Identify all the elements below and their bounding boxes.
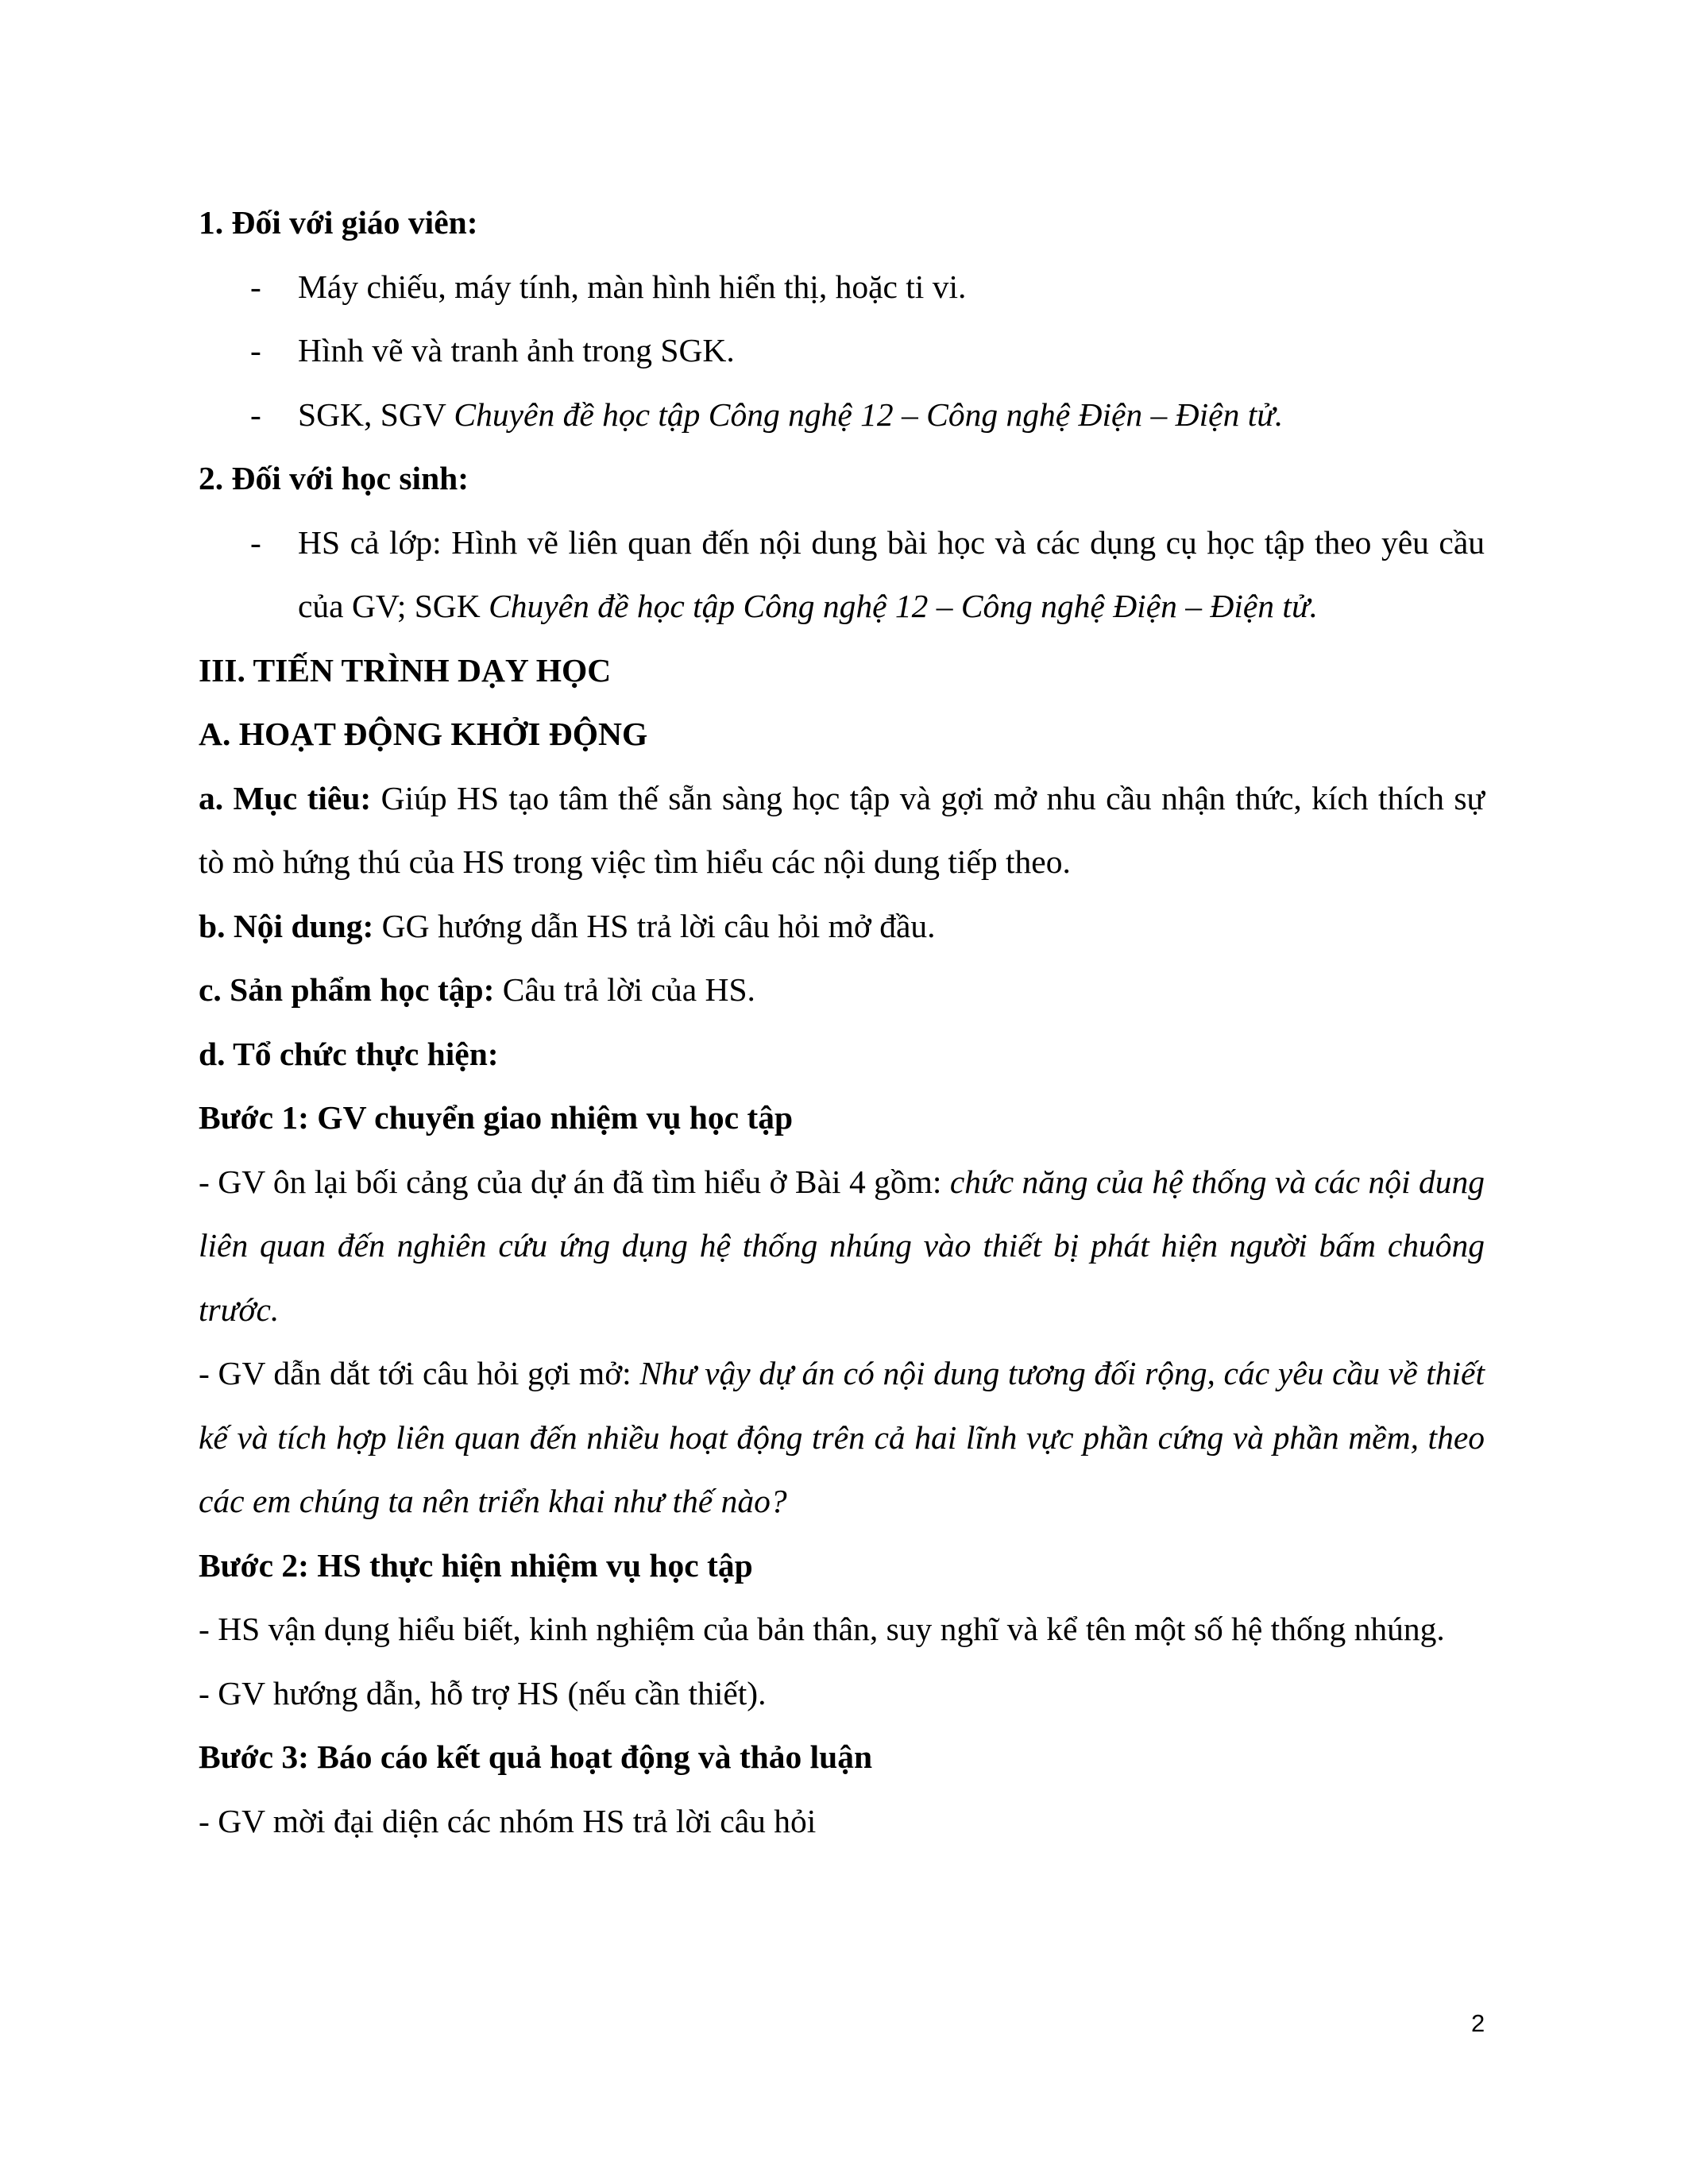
objective-paragraph <box>199 766 1485 894</box>
step3-heading: Bước 3: Báo cáo kết quả hoạt động và thảo luận <box>199 1738 873 1775</box>
step3-paragraph: - GV mời đại diện các nhóm HS trả lời câu hỏi <box>199 1802 817 1839</box>
step2-heading: Bước 2: HS thực hiện nhiệm vụ học tập <box>199 1546 753 1584</box>
organize-heading: d. Tổ chức thực hiện: <box>199 1035 499 1072</box>
label: a. Mục tiêu: <box>199 779 372 816</box>
step1-paragraph <box>199 1341 1485 1534</box>
product-paragraph <box>199 958 1485 1022</box>
book-title: Chuyên đề học tập Công nghệ 12 – Công nghệ Điện – Điện tử. <box>454 396 1284 433</box>
bullet: - <box>250 523 261 561</box>
step1-heading: Bước 1: GV chuyển giao nhiệm vụ học tập <box>199 1099 794 1136</box>
text: Câu trả lời của HS. <box>494 971 755 1008</box>
text: - GV dẫn dắt tới câu hỏi gợi mở: <box>199 1355 640 1391</box>
list-item-text: Máy chiếu, máy tính, màn hình hiển thị, hoặc ti vi. <box>298 268 967 305</box>
bullet: - <box>250 396 261 433</box>
step1-paragraph <box>199 1150 1485 1342</box>
text-italic: chức năng của hệ thống và các nội dung liên quan đến nghiên cứu ứng dụng hệ thống nhúng vào thiết bị phát hiện người bấm chuông trước. <box>199 1163 1485 1328</box>
text: Giúp HS tạo tâm thế sẵn sàng học tập và gợi mở nhu cầu nhận thức, kích thích sự tò mò hứng thú của HS trong việc tìm hiểu các nội dung tiếp theo. <box>199 779 1485 880</box>
list-item-text: Hình vẽ và tranh ảnh trong SGK. <box>298 332 735 369</box>
list-item-text: SGK, SGV <box>298 396 454 433</box>
label: b. Nội dung: <box>199 907 374 944</box>
step2-paragraph: - GV hướng dẫn, hỗ trợ HS (nếu cần thiết). <box>199 1674 767 1711</box>
section-heading: III. TIẾN TRÌNH DẠY HỌC <box>199 651 612 689</box>
bullet: - <box>250 332 261 369</box>
step2-paragraph: - HS vận dụng hiểu biết, kinh nghiệm của bản thân, suy nghĩ và kể tên một số hệ thống nhúng. <box>199 1611 1445 1647</box>
bullet: - <box>250 268 261 305</box>
teacher-heading: 1. Đối với giáo viên: <box>199 204 478 241</box>
page-number: 2 <box>1471 2009 1485 2037</box>
list-item <box>199 255 1485 319</box>
text: - GV ôn lại bối cảng của dự án đã tìm hiểu ở Bài 4 gồm: <box>199 1163 950 1200</box>
text: GG hướng dẫn HS trả lời câu hỏi mở đầu. <box>373 907 936 944</box>
text-italic: Như vậy dự án có nội dung tương đối rộng, các yêu cầu về thiết kế và tích hợp liên quan đến nhiều hoạt động trên cả hai lĩnh vực phần cứng và phần mềm, theo các em chúng ta nên triển khai như thế nào? <box>199 1355 1485 1519</box>
list-item-text: HS cả lớp: Hình vẽ liên quan đến nội dung bài học và các dụng cụ học tập theo yêu cầu của GV; SGK <box>298 523 1485 624</box>
list-item <box>199 511 1485 639</box>
content-paragraph <box>199 894 1485 959</box>
list-item <box>199 383 1485 447</box>
list-item <box>199 318 1485 383</box>
label: c. Sản phẩm học tập: <box>199 971 495 1008</box>
book-title: Chuyên đề học tập Công nghệ 12 – Công nghệ Điện – Điện tử. <box>489 588 1318 624</box>
activity-heading: A. HOẠT ĐỘNG KHỞI ĐỘNG <box>199 716 648 752</box>
student-heading: 2. Đối với học sinh: <box>199 460 469 496</box>
document-page <box>199 191 1485 1853</box>
